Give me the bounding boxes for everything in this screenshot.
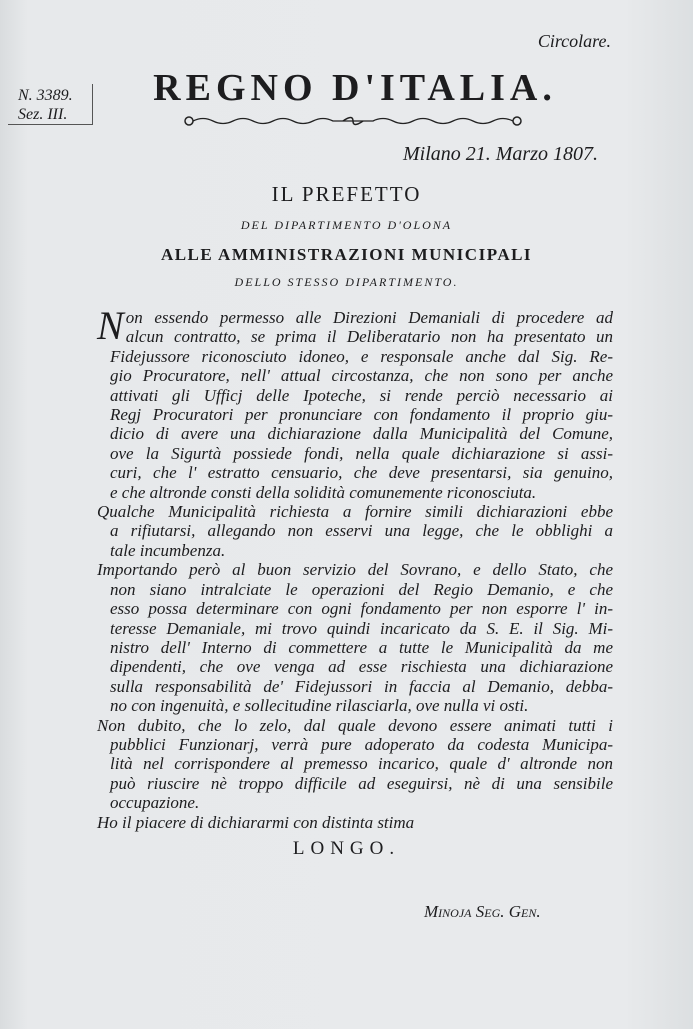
drop-cap: N	[97, 303, 124, 348]
text-line: lità nel corrispondere al premesso incarico, quale d' altronde non	[110, 754, 613, 774]
circular-label: Circolare.	[537, 31, 611, 51]
text-line: a rifiutarsi, allegando non esservi una legge, che le obblighi a	[110, 521, 613, 541]
text-line: nistro dell' Interno di commettere a tutte le Municipalità da me	[110, 637, 613, 657]
text-line: Qualche Municipalità richiesta a fornire simili dichiarazioni ebbe	[97, 502, 613, 522]
text-line: non siano intralciate le operazioni del Regio Demanio, e che	[110, 579, 613, 599]
recipients-subheading: DELLO STESSO DIPARTIMENTO.	[234, 275, 459, 289]
secretary-signature	[424, 902, 541, 922]
text-line: occupazione.	[110, 793, 200, 813]
text-line: dipendenti, che ove venga ad esse rischiesta una dichiarazione	[110, 657, 613, 677]
sender-heading: IL PREFETTO	[271, 182, 422, 206]
recipients-heading: ALLE AMMINISTRAZIONI MUNICIPALI	[160, 245, 533, 264]
secretary-name: Minoja Seg. Gen.	[424, 902, 541, 921]
text-line: no con ingenuità, e sollecitudine rilasciarla, ove nulla vi osti.	[110, 696, 529, 716]
ornamental-rule	[183, 114, 523, 128]
document-title: REGNO D'ITALIA.	[153, 67, 557, 109]
text-line: teresse Demaniale, mi trovo quindi incaricato da S. E. il Sig. Mi-	[110, 618, 613, 638]
text-line: ove la Sigurtà possiede fondi, nella quale dichiarazione si assi-	[110, 443, 613, 463]
text-line: sulla responsabilità de' Fidejussori in faccia al Demanio, debba-	[110, 676, 613, 696]
text-line: on essendo permesso alle Direzioni Demaniali di procedere ad	[125, 308, 613, 327]
text-line: Ho il piacere di dichiararmi con distinta stima	[97, 812, 415, 832]
reference-number	[18, 86, 73, 124]
protocol-number: N. 3389.	[18, 87, 73, 104]
date-line: Milano 21. Marzo 1807.	[403, 143, 598, 165]
department-line: DEL DIPARTIMENTO D'OLONA	[240, 218, 453, 232]
section-number: Sez. III.	[18, 106, 68, 123]
text-line: e che altronde consti della solidità comunemente riconosciuta.	[110, 482, 537, 502]
text-line: Fidejussore riconosciuto idoneo, e responsale anche dal Sig. Re-	[110, 346, 613, 366]
text-line: gio Procuratore, nell' attual circostanza, che non sono per anche	[110, 366, 613, 386]
text-line: alcun contratto, se prima il Deliberatario non ha presentato un	[125, 327, 613, 347]
text-line: Regj Procuratori per pronunciare con fondamento il proprio giu-	[110, 405, 613, 425]
text-line: dicio di avere una dichiarazione dalla Municipalità del Comune,	[110, 424, 613, 444]
prefect-signature: LONGO.	[292, 838, 401, 859]
text-line: pubblici Funzionarj, verrà pure adoperato da codesta Municipa-	[110, 734, 613, 754]
text-line: tale incumbenza.	[110, 540, 226, 560]
letter-body	[97, 303, 613, 832]
text-line: Non dubito, che lo zelo, dal quale devono essere animati tutti i	[97, 715, 613, 735]
text-line: Importando però al buon servizio del Sovrano, e dello Stato, che	[97, 560, 613, 580]
text-line: può riuscire nè troppo difficile ad eseguirsi, nè di una sensibile	[110, 773, 613, 793]
text-line: attivati gli Ufficj delle Ipoteche, si rende perciò necessario ai	[110, 385, 613, 405]
text-line: curi, che l' estratto censuario, che deve presentarsi, sia genuino,	[110, 463, 613, 483]
text-line: esso possa determinare con ogni fondamento per non esporre l' in-	[110, 599, 613, 619]
